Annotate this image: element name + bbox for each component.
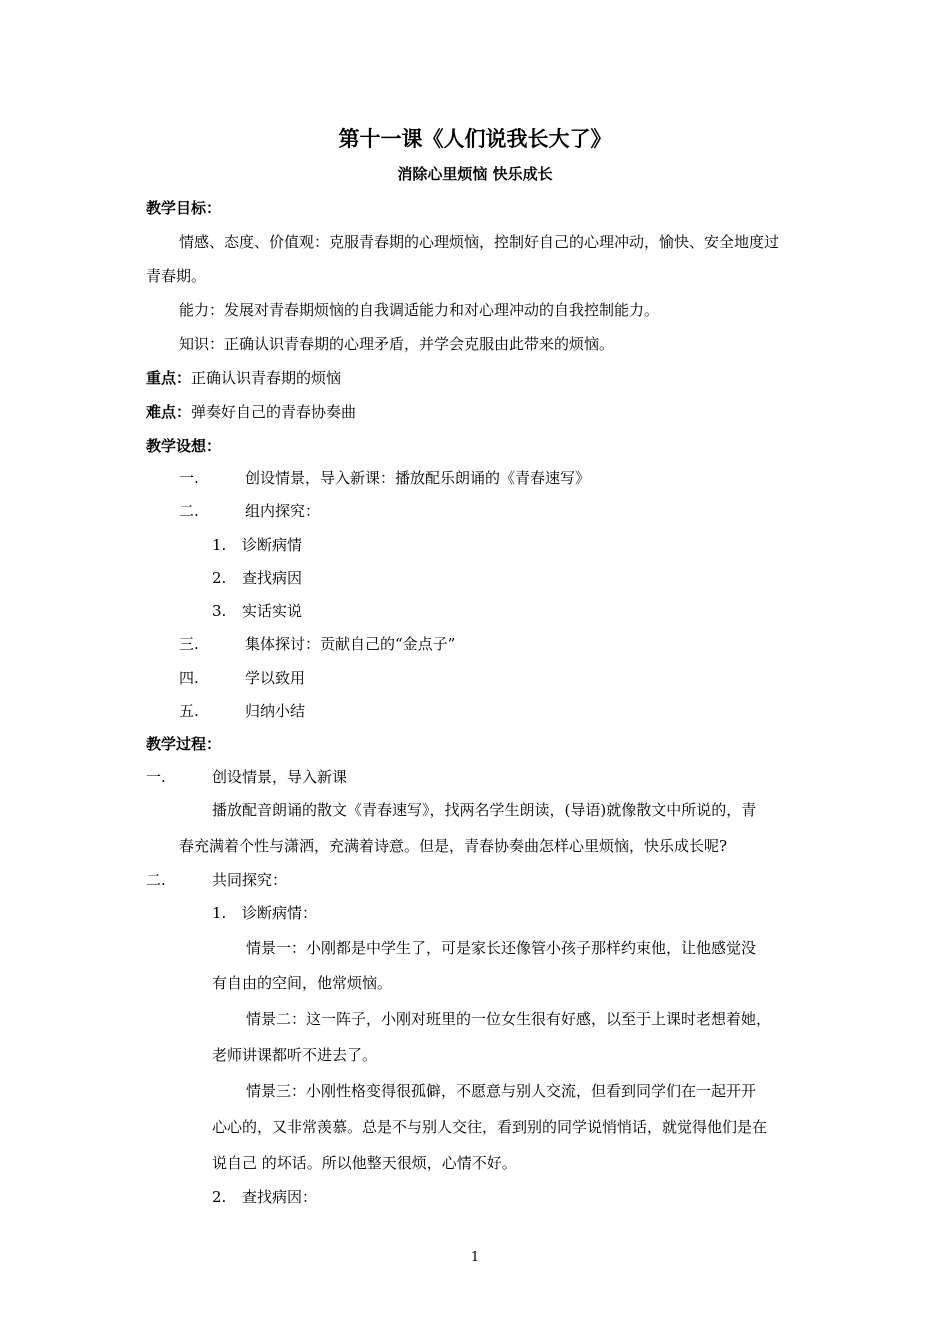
process-subsection-number: 2. xyxy=(212,1188,227,1206)
process-subsection-title: 查找病因： xyxy=(242,1188,318,1206)
design-subitem-text: 查找病因 xyxy=(242,569,303,587)
case1-line2: 有自由的空间，他常烦恼。 xyxy=(212,974,393,992)
design-item-number: 四. xyxy=(179,669,199,687)
objective-emotion-line1: 情感、态度、价值观：克服青春期的心理烦恼，控制好自己的心理冲动，愉快、安全地度过 xyxy=(179,233,780,251)
design-heading: 教学设想： xyxy=(146,437,222,455)
objective-emotion-line2: 青春期。 xyxy=(146,267,207,285)
process-paragraph-line1: 播放配音朗诵的散文《青春速写》，找两名学生朗读，(导语)就像散文中所说的，青 xyxy=(212,801,757,819)
design-item-text: 学以致用 xyxy=(245,669,306,687)
process-section-number: 二. xyxy=(146,871,166,889)
case2-line2: 老师讲课都听不进去了。 xyxy=(212,1046,378,1064)
design-item-text: 集体探讨：贡献自己的“金点子” xyxy=(245,635,456,653)
objectives-heading: 教学目标： xyxy=(146,199,222,217)
design-item-number: 五. xyxy=(179,702,199,720)
design-subitem-text: 实话实说 xyxy=(242,602,303,620)
page-number: 1 xyxy=(470,1250,480,1265)
design-item-number: 二. xyxy=(179,502,199,520)
process-section-number: 一. xyxy=(146,768,166,786)
difficulty-point xyxy=(146,402,356,422)
key-point-text: 正确认识青春期的烦恼 xyxy=(191,369,342,387)
design-subitem-text: 诊断病情 xyxy=(242,536,303,554)
design-item-text: 归纳小结 xyxy=(245,702,306,720)
lesson-subtitle: 消除心里烦恼 快乐成长 xyxy=(397,165,553,183)
design-item-text: 组内探究： xyxy=(245,502,321,520)
process-subsection-title: 诊断病情： xyxy=(242,904,318,922)
process-section-title: 创设情景，导入新课 xyxy=(212,768,348,786)
design-item-number: 三. xyxy=(179,635,199,653)
case2-line1: 情景二：这一阵子，小刚对班里的一位女生很有好感，以至于上课时老想着她， xyxy=(246,1010,772,1028)
process-section-title: 共同探究： xyxy=(212,871,288,889)
design-subitem-number: 3. xyxy=(212,602,227,620)
process-subsection-number: 1. xyxy=(212,904,227,922)
key-point xyxy=(146,368,341,388)
objective-knowledge: 知识：正确认识青春期的心理矛盾，并学会克服由此带来的烦恼。 xyxy=(179,335,615,353)
objective-ability: 能力：发展对青春期烦恼的自我调适能力和对心理冲动的自我控制能力。 xyxy=(179,301,660,319)
lesson-title: 第十一课《人们说我长大了》 xyxy=(338,126,612,151)
design-subitem-number: 2. xyxy=(212,569,227,587)
case1-line1: 情景一：小刚都是中学生了，可是家长还像管小孩子那样约束他，让他感觉没 xyxy=(246,939,757,957)
design-item-number: 一. xyxy=(179,469,199,487)
difficulty-label: 难点： xyxy=(146,403,192,421)
case3-line3: 说自己 的坏话。所以他整天很烦，心情不好。 xyxy=(212,1154,517,1172)
difficulty-text: 弹奏好自己的青春协奏曲 xyxy=(191,403,357,421)
process-paragraph-line2: 春充满着个性与潇洒，充满着诗意。但是，青春协奏曲怎样心里烦恼，快乐成长呢? xyxy=(179,837,728,855)
design-subitem-number: 1. xyxy=(212,536,227,554)
process-heading: 教学过程： xyxy=(146,735,222,753)
case3-line1: 情景三：小刚性格变得很孤僻，不愿意与别人交流，但看到同学们在一起开开 xyxy=(246,1082,757,1100)
design-item-text: 创设情景，导入新课：播放配乐朗诵的《青春速写》 xyxy=(245,469,591,487)
key-point-label: 重点： xyxy=(146,369,192,387)
case3-line2: 心心的，又非常羡慕。总是不与别人交往，看到别的同学说悄悄话，就觉得他们是在 xyxy=(212,1118,768,1136)
